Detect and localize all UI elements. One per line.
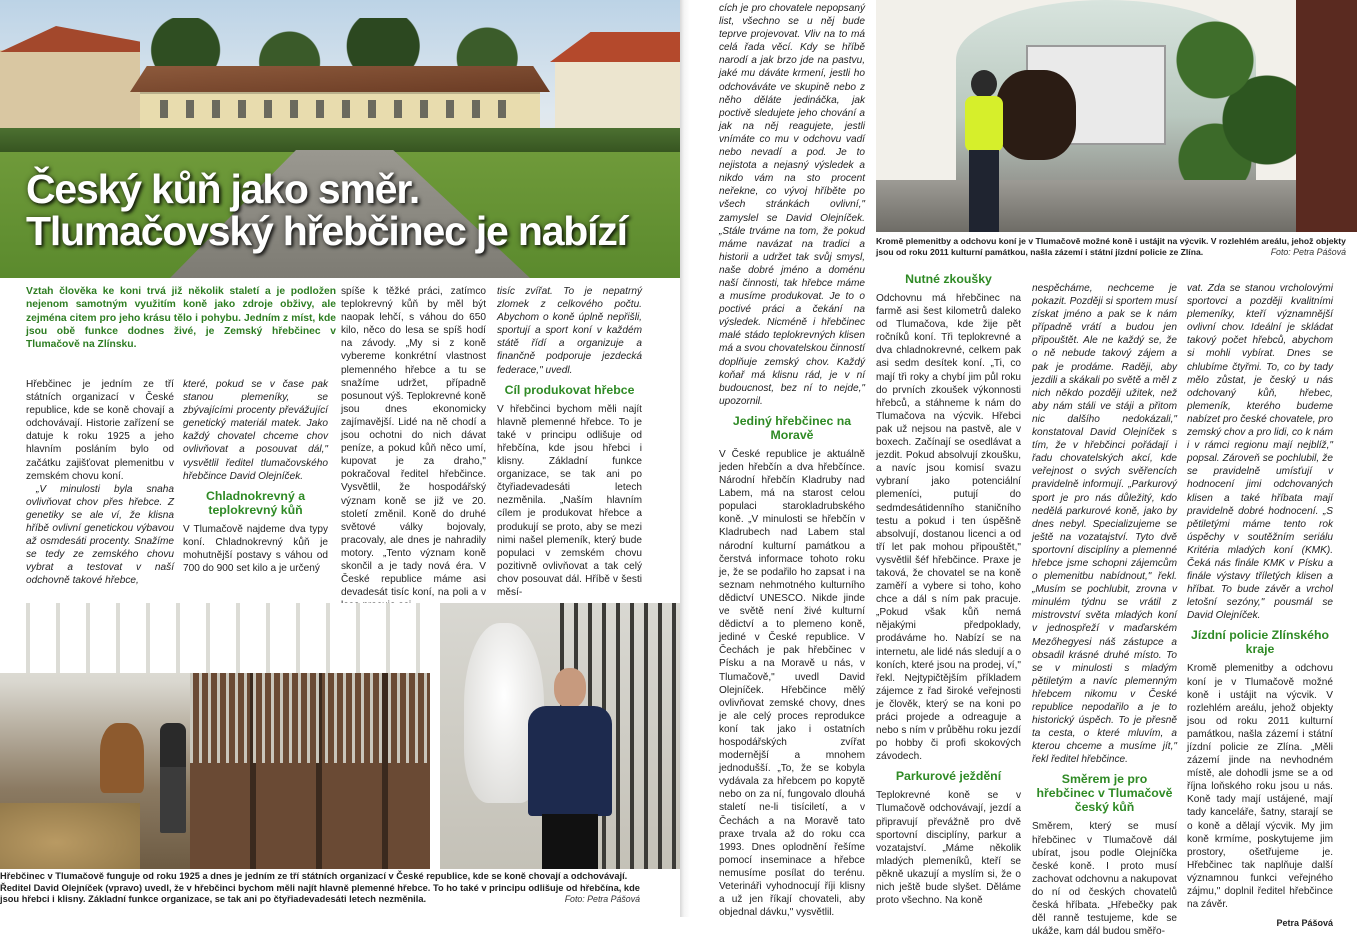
photo-police-horses-archway	[876, 0, 1357, 232]
paragraph: V České republice je aktuálně jeden hřebčín a dva hřebčínce. Národní hřebčín Kladruby nad Labem, má na starost celou populaci starokladrubského koně. „V minulosti se hřebčín v Kladrubech nad Labem stal národní kulturní památkou a čerstvá informace tohoto roku je, že se podařilo ho zapsat i na seznam nehmotného kulturního dědictví UNESCO. Nikde jinde ve světě není živé kulturní dědictví a to plemeno koně, jediné v České republice. V Čechách je pak hřebčinec v Písku a na Moravě u nás, v Tlumačově," uvedl David Olejníček. Hřebčince mělý ovlivňovat zemské chovy, dnes je ale celý proces reprodukce koní tak jako i ostatních hospodářských zvířat modernější a mnohem jednodušší. „To, že se kobyla vydávala za hřebcem po kopytě nebo on za ní, fungovalo dlouhá staletí ne-li tisíciletí, a v Čechách a na Moravě tato praxe trvala až do roku cca 1993. Dnes oplodnění řešíme pomocí inseminace a hřebce nemusíme posílat do terénu. Veterináři vyhodnocují říji klisny a už jen říkají chovateli, aby objednal dávku," vysvětlil.	[719, 448, 865, 919]
arch-red-door	[1296, 0, 1357, 232]
article-column-6	[876, 268, 1021, 907]
headline-line-2: Tlumačovský hřebčinec je nabízí	[26, 208, 627, 254]
paragraph: spíše k těžké práci, zatímco teplokrevný kůň by měl být naopak lehčí, s váhou do 650 kilo, něco do lesa se spíš hodí na závody. „My si z koně vybereme konkrétní vlastnost plemenného hřebce a tu se snažíme udržet, případně posunout výš. Teplokrevné koně jsou dnes ekonomicky zajímavější. Lidé na ně chodí a jsou ochotni do nich dávat peníze, a pokud kůň něco umí, kupovat je za draho," pokračoval ředitel hřebčince. Vysvětlil, že hospodářský význam koně se již ve 20. století změnil. Koně do druhé světové války bojovaly, pracovaly, ale dnes je nahradily motory. „Tento význam koně skončil a je tady nová éra. V České republice máme asi devadesát tisíc koní, na poli a v	[341, 286, 486, 599]
photo-credit-right: Foto: Petra Pášová	[1270, 247, 1346, 257]
photo-caption-right: Kromě plemenitby a odchovu koní je v Tlumačově možné koně i ustájit na výcvik. V rozlehlém areálu, jehož objekty jsou od roku 2011 kulturní památkou, našla zázemí i státní jízdní policie ze Zlína.	[876, 236, 1346, 257]
portrait-director	[520, 668, 620, 869]
subheading-parkur: Parkurové ježdění	[895, 769, 1002, 784]
paragraph: V hřebčinci bychom měli najít hlavně plemenné hřebce. To je také v principu odlišuje od hřebčína, kde jsou hřebci i klisny. Základní funkce organizace, se tak ani po čtyřiadevadesáti letech nezměnila. „Naším hlavním cílem je produkovat hřebce a produkují se proto, aby se mezi nimi našel plemeník, který bude populaci v zemském chovu pozitivně ovlivňovat a tak celý chov posouvat dál. Hříbě v šesti měsí-	[497, 403, 642, 598]
article-column-3	[341, 285, 486, 612]
paragraph: Kromě plemenitby a odchovu koní je v Tlumačově možné koně i ustájit na výcvik. V rozlehlém areálu, jehož objekty jsou od roku 2011 kulturní památkou, našla zázemí i státní jízdní policie ze Zlína. „Měli zázemí jinde na nevhodném místě, ale dohodli jsme se a od října loňského roku jsou u nás. Koně tady mají ustájené, mají tady kanceláře, šatny, starají se o koně a dělají výcvik. My jim koně krmíme, poskytujeme jim prostory, ošetřujeme je. Hřebčinec tak naplňuje další významnou funkci veřejného zájmu," doplnil ředitel hřebčince na závěr.	[1187, 663, 1333, 911]
article-column-4	[497, 285, 642, 599]
hero-building-left	[0, 50, 140, 130]
article-column-2	[183, 378, 328, 575]
subheading-policie: Jízdní policie Zlínského kraje	[1190, 628, 1330, 657]
officer-trousers	[969, 150, 999, 232]
article-column-1	[26, 378, 174, 588]
stable-handler	[160, 723, 186, 833]
subheading-cil: Cíl produkovat hřebce	[504, 382, 635, 397]
portrait-shirt	[528, 706, 612, 816]
paragraph: Hřebčinec je jedním ze tří státních organizací v České republice, kde se koně chovají a odchovávají. Historie zařízení se datuje k roku 1925 a jeho hlavním posláním bylo od začátku zajišťovat plemenitbu v zemském chovu koní.	[26, 379, 174, 482]
stable-bars	[190, 673, 430, 763]
photo-director-with-horse	[440, 603, 681, 869]
article-column-8	[1187, 282, 1333, 930]
paragraph-quote: vat. Zda se stanou vrcholovými sportovci a později kvalitními plemeníky, kteří významnější ovlivní chov. Ideální je skládat takový počet hřebců, abychom si mohli vybírat. Dnes se chlubíme čtyřmi. To, co by tady mělo zůstat, je český u nás odchovaný kůň, hřebec, plemeník, kterého budeme nabízet pro české chovatele, pro zemský chov a pro lidi, co k nám i v rámci regionu mají nejblíž," popsal. Zároveň se pochlubil, že se pravidelně umísťují v hodnocení jimi odchovaných klisen a také hříbata mají pravidelně dobré hodnocení. „S pětiletými máme tento rok úspěchy v soutěžním seriálu Kritéria mladých koní (KMK). Čeká nás finále KMK v Písku a finále výstavy tříletých klisen a hříbat. To bude závěr a vrchol letošní sezóny," pousmál se David Olejníček.	[1187, 283, 1333, 622]
arch-ivy	[1176, 0, 1306, 200]
article-column-5	[719, 2, 865, 919]
stable-hay	[0, 803, 140, 869]
paragraph: Teplokrevné koně se v Tlumačově odchovávají, jezdí a připravují převážně pro dvě sportovní disciplíny, parkur a vozatajství. „Máme několik mladých plemeníků, kteří se pěkně ukazují a myslím si, že o nich ještě bude slyšet. Děláme proto všechno. Na koně	[876, 790, 1021, 907]
article-column-7	[1032, 282, 1177, 938]
paragraph: Odchovnu má hřebčinec na farmě asi šest kilometrů daleko od Tlumačova, kde žije pět ročníků koní. Tři teplokrevné a dva chladnokrevné, celkem pak asi sedm desítek koní. „Ti, co mají tři roky a chybí jim půl roku do prvních zkoušek výkonnosti hřebců, a stáhneme k nám do Tlumačova na výcvik. Hřebci pak už nejsou na pastvě, ale v boxech. Začínají se osedlávat a jezdit. Pokud absolvují zkoušku, a navíc jsou komisí svazu vybraní jako potenciální plemeníci, putují do sedmdesátidenního staničního testu a pokud i ten úspěšně absolvují, dostanou licenci a od tří let pak mohou připouštět," vysvětlil šéf hřebčince. Praxe je taková, že chovatel se na koně zaměří a vybere si toho, koho chce a dál s ním pak pracuje. „Pokud však kůň nemá nějakými předpoklady, prodáváme ho. Nabízí se na internetu, ale lidé nás sledují a o koních, které jsou na prodej, ví," řekl. Nejtypičtějším příkladem zájemce z řad široké veřejnosti je člověk, který se na koni po práci projede a odreaguje a nebo s ním v průběhu roku jezdí po hobby či profi skokových závodech.	[876, 293, 1021, 763]
paragraph-quote: „V minulosti byla snaha ovlivňovat chov přes hřebce. Z genetiky se ale ví, že klisna hříbě ovlivní genetickou výbavou až osmdesáti procenty. Snažíme se tedy ze zemského chovu vybrat a testovat v naší odchovně takové hřebce,	[26, 483, 174, 587]
lead-paragraph: Vztah člověka ke koni trvá již několik staletí a je podložen nejenom samotným využitím koně jako zdroje obživy, ale zejména citem pro jeho krásu tělo i pohybu. Jedním z míst, kde jsou obě funkce dodnes živé, je Zemský hřebčinec v Tlumačově na Zlínsku.	[26, 286, 336, 351]
subheading-chladnokrevny: Chladnokrevný a teplokrevný kůň	[205, 488, 306, 517]
paragraph-quote: nespěcháme, nechceme je pokazit. Později si sportem musí získat jméno a pak se k nám případně vrátí a budou jen připouštět. Ale ne každý se, že o ně nebude takový zájem a pak je prodáme. Raději, aby jezdili a skákali po světě a měl z nich někdo později užitek, než aby nám stáli ve stáji a přitom nic dalšího nedokázali," konstatoval David Olejníček s tím, že v hřebčinci pořádají i řadu chovatelských akcí, kde veřejnost o svých svěřencích pravidelně informují. „Parkurový sport je pro nás důležitý, kdo nedělá parkurové koně, jako by dnes nebyl. Specializujeme se ještě na vozatajství. Tyto dvě sportovní disciplíny a plemenné hřebce jsme schopni zájemcům o plemenitbu nabídnout," řekl. „Musím se pochlubit, zrovna v minulém týdnu se vrátil z mistrovství světa mladých koní v jednospřeží v maďarském Mezőhegyesi náš zástupce a obsadil krásné druhé místo. To se v minulosti s mladým pětiletým a navíc plemenným hřebcem nikomu v České republice nepodařilo a je to historický úspěch. To je přesně ta cesta, o které mluvím, a kterou chceme a musíme jít," řekl ředitel hřebčince.	[1032, 283, 1177, 766]
paragraph-quote: cích je pro chovatele nepopsaný list, všechno se u něj bude teprve projevovat. Vliv na to má celá řada věcí. Kdy se hříbě narodí a jak brzo jde na pastvu, jaké mu dáváte krmení, jestli ho odchováváte ve skupině nebo z něho děláte jedináčka, jak poctivě sledujete jeho chování a jak na něj reagujete, jestli vnímáte co mu v odchovu vadí nebo nevadí a pod. Je to nejistota a nejasný výsledek a nikdo vám na sto procent neřekne, co vývoj hříběte po všech stránkách ovlivní," zamyslel se David Olejníček. „Stále trváme na tom, že pokud máme navázat na tradici a historii a udržet tak svůj smysl, naše dobré jméno a doménu naší činnosti, tak hřebce máme a musíme produkovat. Je to o poctivé práci a čekání na výsledek. Nicméně i hřebčinec malé stádo teplokrevných klisen má a svou chovatelskou činností doplňuje zemský chov. Každý koňař má klisnu rád, je v ní budoucnost, bez ní to nejde," upozornil.	[719, 3, 865, 407]
left-page	[0, 0, 680, 917]
headline	[26, 168, 666, 252]
paragraph-quote: tisíc zvířat. To je nepatrný zlomek z celkového počtu. Abychom o koně úplně nepřišli, sportují a sport koní v každém státě řídí a organizuje a finančně podporuje jezdecká federace," uvedl.	[497, 286, 642, 376]
right-page	[690, 0, 1357, 938]
photo-caption-left: Hřebčinec v Tlumačově funguje od roku 1925 a dnes je jedním ze tří státních organizací v České republice, kde se koně chovají a odchovávají. Ředitel David Olejníček (vpravo) uvedl, že v hřebčinci bychom měli najít hlavně plemenné hřebce. To ho také v principu odlišuje od hřebčína, kde jsou hřebci i klisny. Základní funkce organizace, se tak ani po čtyřiadevadesáti letech nezměnila.	[0, 871, 640, 905]
hero-photo-stud-farm	[0, 0, 680, 278]
headline-line-1: Český kůň jako směr.	[26, 166, 420, 212]
portrait-trousers	[542, 814, 598, 869]
arch-dark-horse	[996, 70, 1076, 160]
stable-roof	[0, 603, 430, 673]
arch-ground	[876, 180, 1357, 232]
photo-stable-interior	[0, 603, 430, 869]
stable-horse	[100, 723, 144, 793]
arch-police-officer	[961, 70, 1007, 232]
subheading-jediny: Jediný hřebčinec na Moravě	[732, 413, 852, 442]
paragraph: Směrem, který se musí hřebčinec v Tlumačově dál ubírat, jsou podle Olejníčka české koně. I proto musí zachovat odchovnu a nakupovat do ní od českých chovatelů česká hříbata. „Hřebečky pak děl ranně testujeme, kde se ukáže, kam dál budou směřo-	[1032, 821, 1177, 938]
hero-building-windows	[160, 100, 520, 118]
portrait-head	[554, 668, 586, 708]
page-gutter	[680, 0, 690, 917]
paragraph-quote: které, pokud se v čase pak stanou plemeníky, se zbývajícími procenty převážující genetický materiál matek. Jako každý chovatel chceme chov ovlivňovat a posouvat dál," vysvětlil ředitel tlumačovského hřebčince David Olejníček.	[183, 379, 328, 482]
subheading-smerem: Směrem je pro hřebčinec v Tlumačově český kůň	[1036, 772, 1173, 815]
officer-vest	[965, 96, 1003, 152]
officer-cap	[971, 70, 997, 98]
subheading-zkousky: Nutné zkoušky	[905, 272, 992, 286]
article-author: Petra Pášová	[1276, 918, 1333, 929]
photo-credit-left: Foto: Petra Pášová	[564, 894, 640, 904]
paragraph: V Tlumačově najdeme dva typy koní. Chladnokrevný kůň je mohutnější postavy s váhou od 700 do 900 set kilo a je určený	[183, 523, 328, 575]
